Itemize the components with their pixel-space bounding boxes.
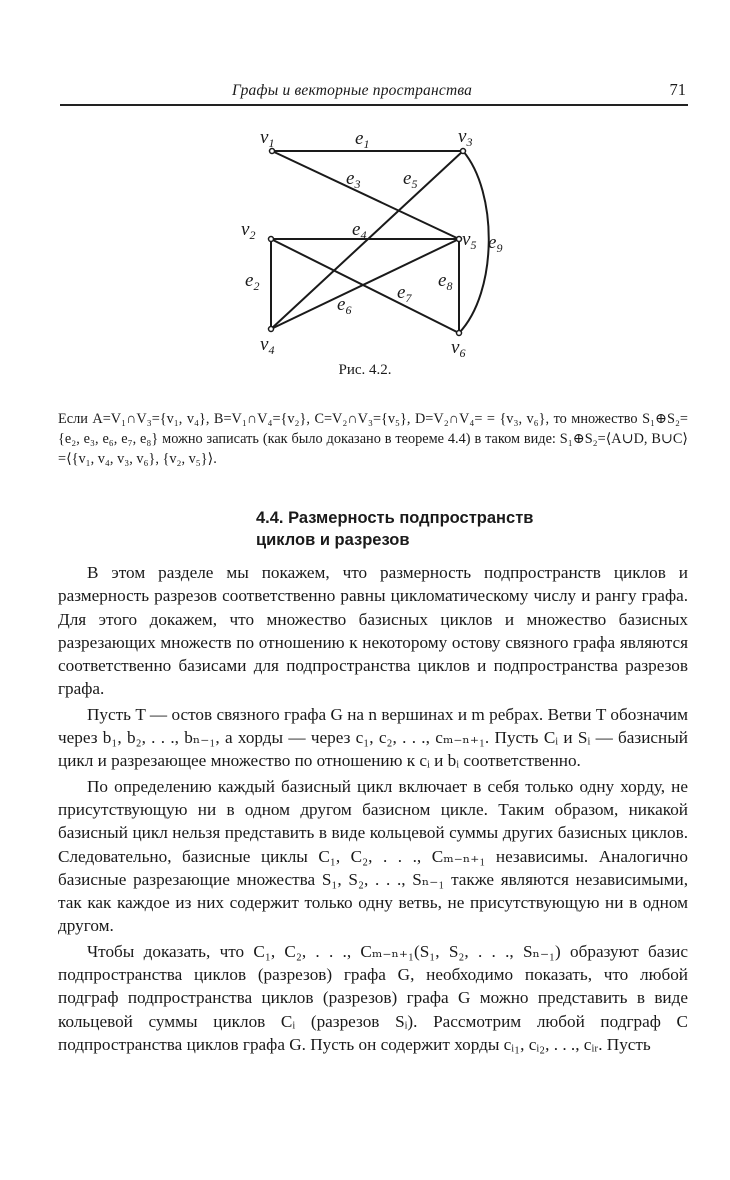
example-paragraph: Если A=V₁∩V₃={v₁, v₄}, B=V₁∩V₄={v₂}, C=V₂∩V₃={v₅}, D=V₂∩V₄= = {v₃, v₆}, то множество S₁⊕S₂={e₂, e₃, e₆, e₇, e₈} можно записать (как было доказано в теореме 4.4) в таком виде: S₁⊕S₂=⟨A∪D, B∪C⟩=⟨{v₁, v₄, v₃, v₆}, {v₂, v₅}⟩. [58,411,688,467]
paragraph: По определению каждый базисный цикл включает в себя только одну хорду, не присутствующую ни в одном другом базисном цикле. Таким образом, никакой базисный цикл нельзя представить в виде кольцевой суммы других базисных циклов. Следовательно, базисные циклы C₁, C₂, . . ., Cₘ₋ₙ₊₁ независимы. Аналогично базисные разрезающие множества S₁, S₂, . . ., Sₙ₋₁ также являются независимыми, так как каждое из них содержит только одну ветвь, не присутствующую ни в одном другом. [58,776,688,936]
section-heading [256,507,533,551]
edge-e3 [272,151,459,239]
paragraph: Пусть T — остов связного графа G на n вершинах и m ребрах. Ветви T обозначим через b₁, b₂, . . ., bₙ₋₁, а хорды — через c₁, c₂, . . ., cₘ₋ₙ₊₁. Пусть Cᵢ и Sᵢ — базисный цикл и разрезающее множество по отношению к cᵢ и bᵢ соответственно. [58,704,688,771]
label-v4: $v_4$ [260,334,275,357]
figure-caption: Рис. 4.2. [338,362,392,378]
paragraph: В этом разделе мы покажем, что размерность подпространств циклов и размерность разрезов соответственно равны цикломатическому числу и рангу графа. Для этого докажем, что множество базисных циклов и множество базисных разрезающих множеств по отношению к некоторому остову связного графа являются соответственно базисами для подпространства циклов и подпространства разрезов графа. [58,563,688,699]
header-rule [60,104,688,106]
label-e5: $e_5$ [403,168,418,191]
label-v3: $v_3$ [458,126,473,149]
label-e1: $e_1$ [355,128,370,151]
label-v2: $v_2$ [241,219,256,242]
section-heading-line1: 4.4. Размерность подпространств [256,509,534,527]
vertex-v6 [457,331,462,336]
label-v5: $v_5$ [462,229,477,252]
vertex-v3 [461,149,466,154]
section-heading-line2: циклов и разрезов [256,531,410,549]
running-title: Графы и векторные пространства [232,82,473,99]
vertex-v2 [269,237,274,242]
label-e9: $e_9$ [488,232,503,255]
label-e7: $e_7$ [397,282,412,305]
label-e6: $e_6$ [337,294,352,317]
page-number: 71 [669,80,686,99]
label-e3: $e_3$ [346,168,361,191]
graph-figure [230,122,520,362]
example-text [58,409,688,469]
running-header [60,82,688,106]
paragraph: Чтобы доказать, что C₁, C₂, . . ., Cₘ₋ₙ₊₁(S₁, S₂, . . ., Sₙ₋₁) образуют базис подпространства циклов (разрезов) графа G, необходимо показать, что любой подграф подпространства циклов (разрезов) графа G можно представить в виде кольцевой суммы циклов Cᵢ (разрезов Sᵢ). Рассмотрим любой подграф C подпространства циклов графа G. Пусть он содержит хорды cᵢ₁, cᵢ₂, . . ., cᵢᵣ. Пусть [58,941,688,1054]
body-text [58,561,688,1056]
label-v6: $v_6$ [451,337,466,360]
vertex-v4 [269,327,274,332]
label-e8: $e_8$ [438,270,453,293]
label-e4: $e_4$ [352,219,367,242]
vertex-v5 [457,237,462,242]
label-v1: $v_1$ [260,127,275,150]
label-e2: $e_2$ [245,270,260,293]
graph-diagram [230,122,520,362]
